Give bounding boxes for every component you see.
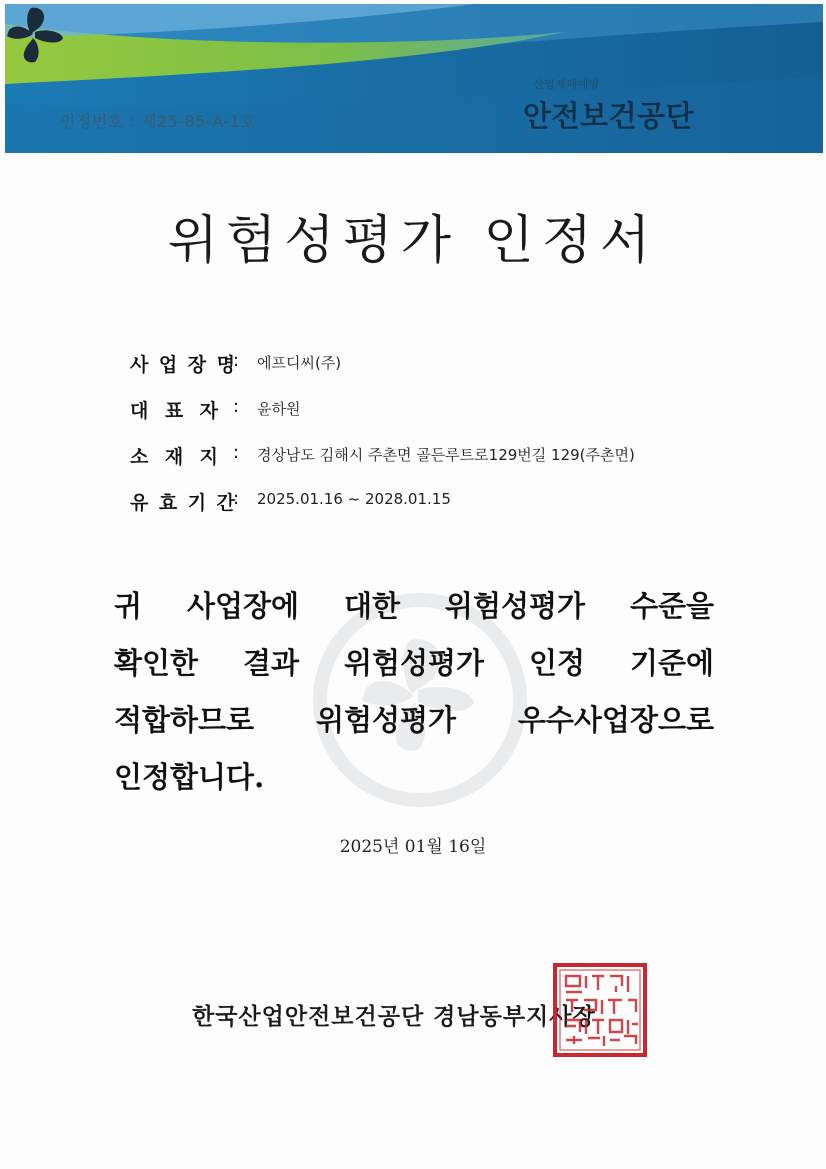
validity-value: 2025.01.16 ~ 2028.01.15 [257,490,451,508]
certification-statement [114,578,714,806]
seal-stamp-icon [552,962,648,1058]
location-value: 경상남도 김해시 주촌면 골든루트로129번길 129(주촌면) [257,446,635,464]
representative-value: 윤하원 [257,400,301,418]
issue-date: 2025년 01월 16일 [339,837,487,857]
business-name-value: 에프디씨(주) [257,354,342,372]
official-seal [552,962,648,1058]
org-slogan: 산업재해예방 [533,78,600,91]
kosha-logo-icon [5,4,65,66]
info-colon: : [233,396,240,417]
header-banner [5,4,823,153]
statement-line: 확인한 결과 위험성평가 인정 기준에 [114,646,714,680]
representative-label: 대 표 자 [130,400,218,422]
business-name-label: 사 업 장 명 [130,354,235,376]
certificate-number: 인정번호 : 제25-85-A-1호 [60,112,257,131]
validity-label: 유 효 기 간 [130,492,235,514]
info-colon: : [233,488,240,509]
info-colon: : [233,350,240,371]
document-title: 위험성평가 인정서 [167,211,659,271]
statement-line: 귀 사업장에 대한 위험성평가 수준을 [114,589,714,623]
org-name: 안전보건공단 [523,99,695,133]
statement-line: 적합하므로 위험성평가 우수사업장으로 [114,703,714,737]
issuer-name: 한국산업안전보건공단 경남동부지사장 [192,1004,596,1030]
info-colon: : [233,442,240,463]
statement-line: 인정합니다. [114,760,265,794]
location-label: 소 재 지 [130,446,218,468]
